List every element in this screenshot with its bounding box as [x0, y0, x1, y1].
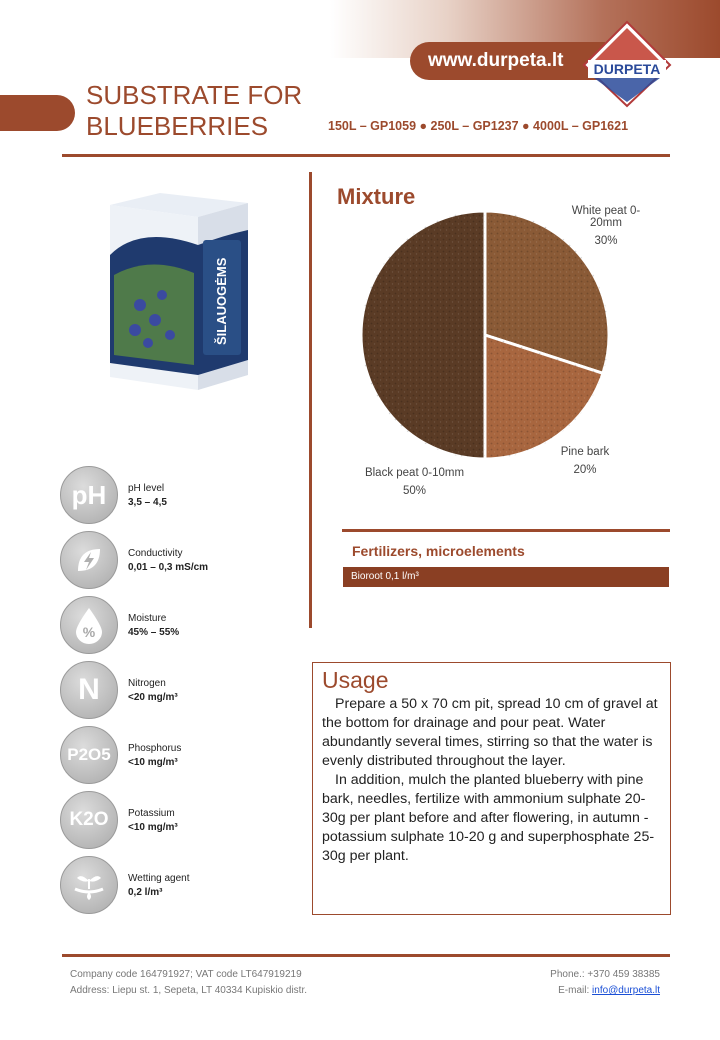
fertilizer-item: Bioroot 0,1 l/m³	[343, 567, 669, 587]
nitrogen-icon: N	[60, 661, 118, 719]
company-address: Address: Liepu st. 1, Sepeta, LT 40334 Kupiskio distr.	[70, 985, 307, 996]
logo-text: DURPETA	[593, 61, 661, 77]
phosphorus-icon: P2O5	[60, 726, 118, 784]
param-conductivity	[60, 531, 300, 591]
footer-contact	[500, 967, 660, 999]
param-value: 0,2 l/m³	[128, 887, 163, 898]
param-label: Phosphorus	[128, 743, 182, 754]
param-phosphorus	[60, 726, 300, 786]
param-label: Nitrogen	[128, 678, 166, 689]
pie-label-pine-bark: Pine bark 20%	[560, 446, 610, 476]
param-moisture	[60, 596, 300, 656]
param-potassium	[60, 791, 300, 851]
param-wetting-agent	[60, 856, 300, 916]
bag-side-text: ŠILAUOGĖMS	[214, 257, 229, 345]
param-nitrogen	[60, 661, 300, 721]
company-code: Company code 164791927; VAT code LT647919219	[70, 969, 302, 980]
website-link[interactable]: www.durpeta.lt	[410, 42, 605, 80]
param-ph	[60, 466, 300, 526]
usage-paragraph-1: Prepare a 50 x 70 cm pit, spread 10 cm of gravel at the bottom for drainage and pour peat. Water abundantly several times, stirring so that the water is evenly distributed throughout the layer.	[322, 696, 658, 769]
title-tab-decoration	[0, 95, 75, 131]
mixture-title: Mixture	[337, 184, 416, 209]
wetting-agent-icon	[60, 856, 118, 914]
usage-title: Usage	[322, 667, 389, 693]
email-link[interactable]: info@durpeta.lt	[592, 985, 660, 996]
pie-label-white-peat: White peat 0-20mm 30%	[571, 205, 641, 247]
param-label: Wetting agent	[128, 873, 190, 884]
param-value: <10 mg/m³	[128, 822, 178, 833]
param-label: pH level	[128, 483, 165, 494]
conductivity-icon	[60, 531, 118, 589]
param-label: Conductivity	[128, 548, 183, 559]
fertilizers-title: Fertilizers, microelements	[352, 543, 525, 559]
pie-slice-black-peat	[361, 211, 485, 459]
svg-text:%: %	[82, 624, 96, 640]
title-line-1: SUBSTRATE FOR	[86, 80, 303, 110]
potassium-icon: K2O	[60, 791, 118, 849]
footer-company-info	[70, 967, 307, 999]
param-value: 0,01 – 0,3 mS/cm	[128, 562, 209, 573]
lightning-leaf-icon	[72, 543, 106, 577]
sprout-drop-icon	[71, 869, 107, 901]
divider-top	[62, 154, 670, 157]
product-codes: 150L – GP1059 ● 250L – GP1237 ● 4000L – GP1621	[328, 119, 629, 133]
ph-icon: pH	[60, 466, 118, 524]
page-title	[86, 80, 326, 142]
divider-vertical	[309, 172, 312, 628]
divider-bottom	[62, 954, 670, 957]
durpeta-logo	[582, 20, 672, 108]
phone-number: Phone.: +370 459 38385	[550, 969, 660, 980]
param-value: <10 mg/m³	[128, 757, 178, 768]
usage-box	[312, 662, 671, 915]
title-line-2: BLUEBERRIES	[86, 111, 269, 141]
param-value: <20 mg/m³	[128, 692, 178, 703]
pie-label-black-peat: Black peat 0-10mm 50%	[364, 467, 465, 497]
usage-paragraph-2: In addition, mulch the planted blueberry with pine bark, needles, fertilize with ammonium sulphate 20-30g per plant before and after flowering, in autumn - potassium sulphate 10-20 g and superphosphate 25-30g per plant.	[322, 772, 655, 864]
email-line: E-mail: info@durpeta.lt	[558, 985, 660, 996]
param-label: Potassium	[128, 808, 175, 819]
product-bag-image	[100, 185, 250, 395]
param-label: Moisture	[128, 613, 167, 624]
param-value: 3,5 – 4,5	[128, 497, 167, 508]
param-value: 45% – 55%	[128, 627, 180, 638]
water-drop-icon	[72, 606, 106, 644]
divider-mixture	[342, 529, 670, 532]
moisture-icon	[60, 596, 118, 654]
